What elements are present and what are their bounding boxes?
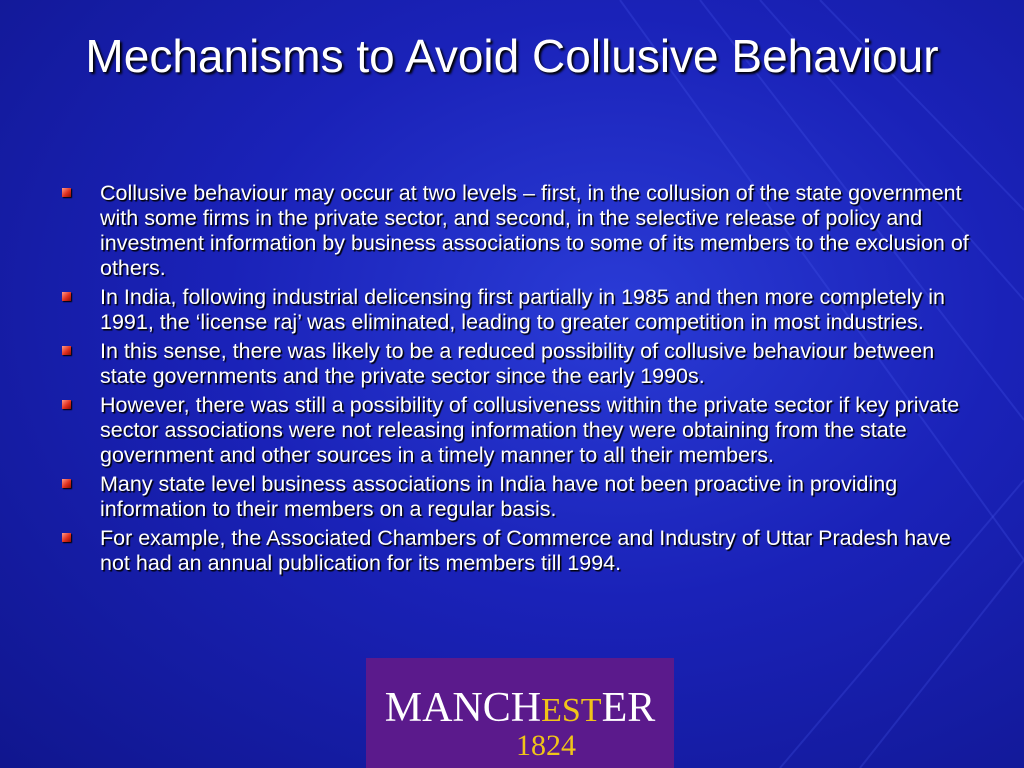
bullet-item [62,393,972,468]
bullet-text: For example, the Associated Chambers of Commerce and Industry of Uttar Pradesh have not had an annual publication for its members till 1994. [100,526,951,575]
logo-word-part: MANCH [384,685,542,731]
bullet-text: However, there was still a possibility of collusiveness within the private sector if key private sector associations were not releasing information they were obtaining from the state government and other sources in a timely manner to all their members. [100,393,960,467]
square-bullet-icon [62,479,71,488]
bullet-item [62,472,972,522]
bullet-item [62,285,972,335]
bullet-list [62,181,972,580]
bullet-item [62,181,972,281]
square-bullet-icon [62,533,71,542]
slide-title: Mechanisms to Avoid Collusive Behaviour [85,30,939,82]
manchester-logo [366,658,674,768]
bullet-item [62,339,972,389]
square-bullet-icon [62,346,71,355]
logo-year: 1824 [516,729,576,762]
bullet-text: In India, following industrial delicensing first partially in 1985 and then more completely in 1991, the ‘license raj’ was eliminated, leading to greater competition in most industries. [100,285,945,334]
logo-wordmark [366,686,674,733]
bullet-text: In this sense, there was likely to be a reduced possibility of collusive behaviour between state governments and the private sector since the early 1990s. [100,339,935,388]
logo-word-accent: EST [541,692,602,729]
bullet-text: Collusive behaviour may occur at two levels – first, in the collusion of the state government with some firms in the private sector, and second, in the selective release of policy and investment information by business associations to some of its members to the exclusion of others. [100,181,969,280]
square-bullet-icon [62,292,71,301]
bullet-item [62,526,972,576]
square-bullet-icon [62,188,71,197]
logo-word-part: ER [601,685,656,731]
bullet-text: Many state level business associations in India have not been proactive in providing information to their members on a regular basis. [100,472,898,521]
square-bullet-icon [62,400,71,409]
